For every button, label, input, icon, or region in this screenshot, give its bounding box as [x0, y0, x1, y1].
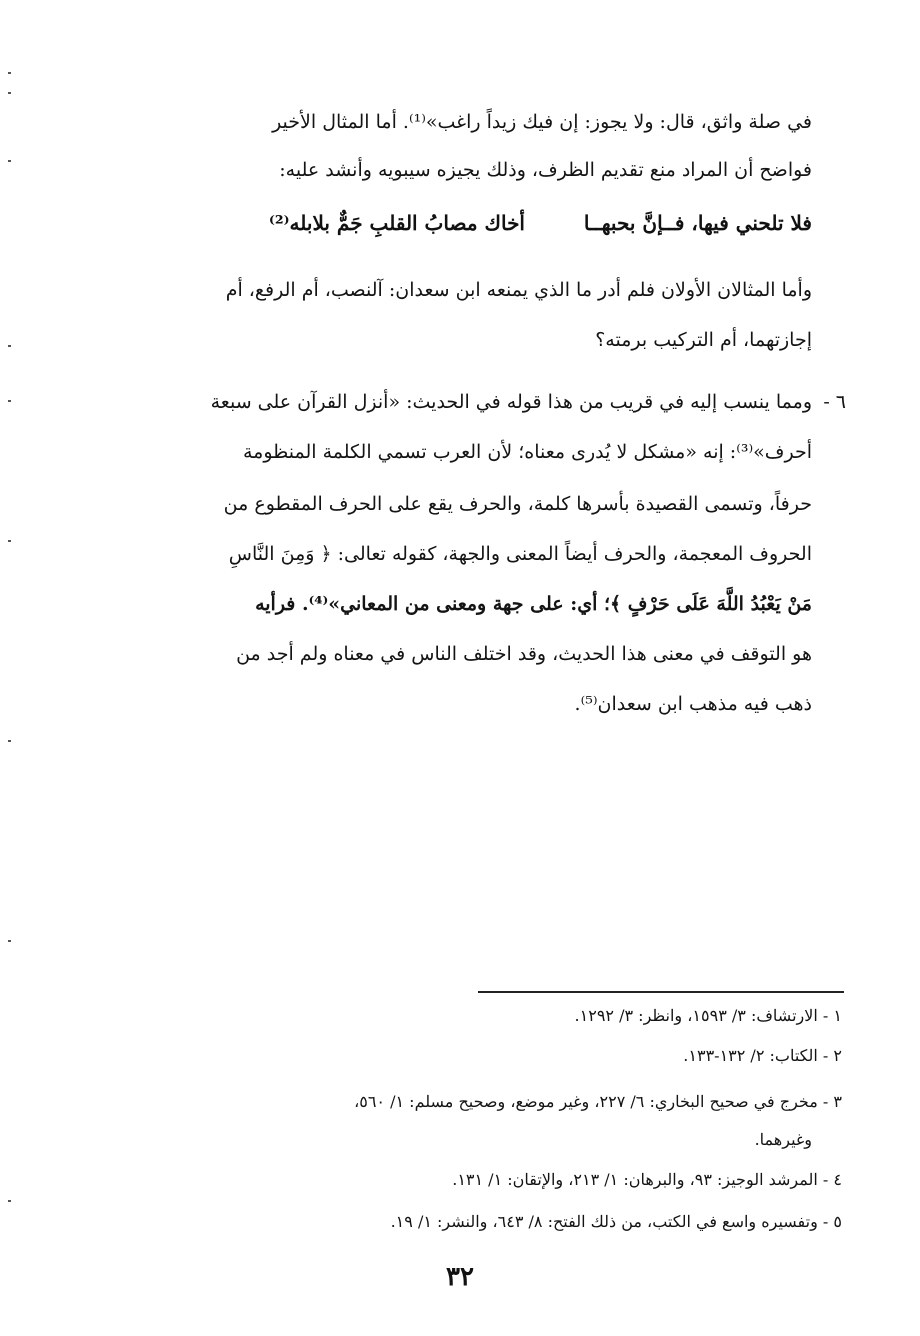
scan-mark — [8, 740, 11, 742]
scan-mark — [8, 1200, 11, 1202]
item6-line: ذهب فيه مذهب ابن سعدان⁽⁵⁾. — [574, 693, 812, 715]
scan-mark — [8, 540, 11, 542]
item6-line: هو التوقف في معنى هذا الحديث، وقد اختلف الناس في معناه ولم أجد من — [236, 643, 812, 665]
scan-mark — [8, 160, 11, 162]
footnote: ٣ - مخرج في صحيح البخاري: ٦/ ٢٢٧، وغير موضع، وصحيح مسلم: ١/ ٥٦٠، — [354, 1092, 842, 1111]
footnote: ٢ - الكتاب: ٢/ ١٣٢-١٣٣. — [683, 1046, 842, 1065]
footnote-continuation: وغيرهما. — [754, 1130, 812, 1149]
paragraph2-line: وأما المثالان الأولان فلم أدر ما الذي يمنعه ابن سعدان: آلنصب، أم الرفع، أم — [225, 279, 812, 301]
item6-line: حرفاً، وتسمى القصيدة بأسرها كلمة، والحرف يقع على الحرف المقطوع من — [223, 493, 812, 515]
footnote-separator — [478, 991, 844, 993]
verse-hemistich-left: أخاك مصابُ القلبِ جَمٌّ بلابله⁽²⁾ — [268, 211, 525, 235]
scan-mark — [8, 400, 11, 402]
scan-mark — [8, 92, 11, 94]
item-number: ٦ - — [823, 391, 846, 413]
item6-line: الحروف المعجمة، والحرف أيضاً المعنى والجهة، كقوله تعالى: ﴿ وَمِنَ النَّاسِ — [228, 543, 812, 565]
footnote: ١ - الارتشاف: ٣/ ١٥٩٣، وانظر: ٣/ ١٢٩٢. — [574, 1006, 842, 1025]
footnote: ٤ - المرشد الوجيز: ٩٣، والبرهان: ١/ ٢١٣، والإتقان: ١/ ١٣١. — [452, 1170, 842, 1189]
paragraph2-line: إجازتهما، أم التركيب برمته؟ — [595, 329, 812, 351]
footnote: ٥ - وتفسيره واسع في الكتب، من ذلك الفتح: ٨/ ٦٤٣، والنشر: ١/ ١٩. — [390, 1212, 842, 1231]
item6-line: ومما ينسب إليه في قريب من هذا قوله في الحديث: «أنزل القرآن على سبعة — [210, 391, 812, 413]
verse-hemistich-right: فلا تلحني فيها، فــإنَّ بحبهــا — [583, 211, 812, 235]
paragraph1-line: فواضح أن المراد منع تقديم الظرف، وذلك يجيزه سيبويه وأنشد عليه: — [279, 159, 812, 181]
item6-line-quran: مَنْ يَعْبُدُ اللَّهَ عَلَى حَرْفٍ ﴾؛ أي: على جهة ومعنى من المعاني»⁽⁴⁾. فرأيه — [255, 593, 812, 615]
scan-mark — [8, 345, 11, 347]
scan-mark — [8, 940, 11, 942]
item6-line: أحرف»⁽³⁾: إنه «مشكل لا يُدرى معناه؛ لأن العرب تسمي الكلمة المنظومة — [242, 441, 812, 463]
paragraph1-line: في صلة واثق، قال: ولا يجوز: إن فيك زيداً راغب»⁽¹⁾. أما المثال الأخير — [272, 111, 812, 133]
page-number: ٣٢ — [446, 1262, 474, 1292]
scan-mark — [8, 72, 11, 74]
